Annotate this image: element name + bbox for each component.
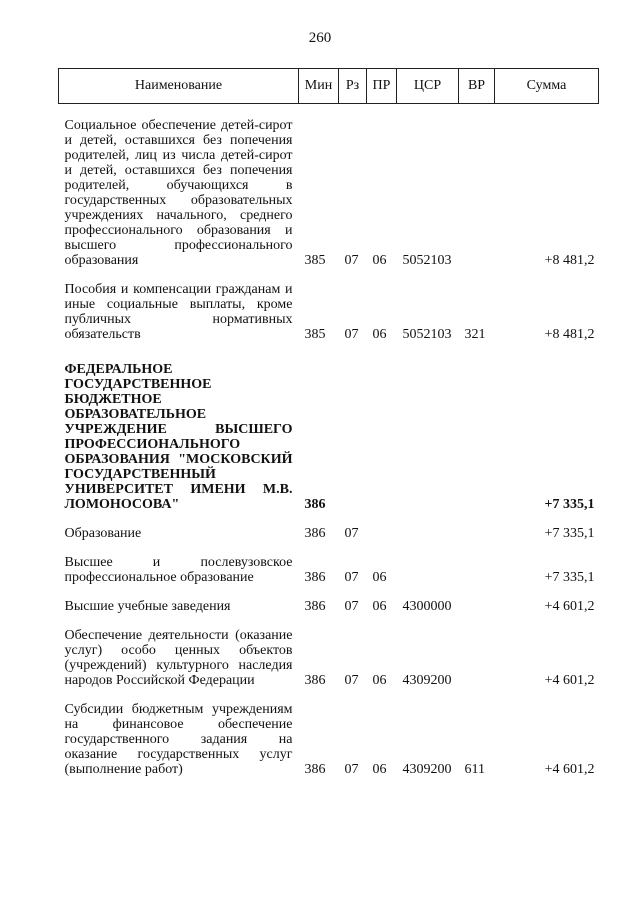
row-rz — [339, 362, 367, 512]
row-rz: 07 — [344, 570, 359, 585]
row-rz: 07 — [344, 253, 359, 268]
row-pr: 06 — [372, 327, 387, 342]
row-rz: 07 — [344, 673, 359, 688]
row-name: Образование — [64, 526, 142, 541]
table-row — [59, 702, 599, 777]
row-rz: 07 — [344, 599, 359, 614]
budget-table — [58, 68, 599, 777]
header-rz: Рз — [339, 69, 367, 104]
row-min: 385 — [304, 327, 326, 342]
row-sum: +4 601,2 — [544, 673, 595, 688]
row-sum: +4 601,2 — [544, 599, 595, 614]
row-vr: 611 — [464, 762, 485, 777]
header-min: Мин — [299, 69, 339, 104]
row-pr — [367, 362, 397, 512]
row-csr: 5052103 — [402, 327, 452, 342]
table-row — [59, 362, 599, 512]
row-vr — [459, 628, 495, 688]
table-row — [59, 118, 599, 268]
row-pr: 06 — [372, 673, 387, 688]
row-min: 386 — [304, 673, 326, 688]
table-row — [59, 599, 599, 614]
row-sum: +4 601,2 — [544, 762, 595, 777]
row-csr — [397, 526, 459, 541]
table-row — [59, 555, 599, 585]
row-sum: +8 481,2 — [544, 327, 595, 342]
row-pr: 06 — [372, 599, 387, 614]
row-csr — [397, 555, 459, 585]
row-min: 386 — [304, 570, 326, 585]
table-row — [59, 526, 599, 541]
row-pr: 06 — [372, 762, 387, 777]
row-pr — [367, 526, 397, 541]
row-min: 386 — [304, 762, 326, 777]
row-name: Высшие учебные заведения — [64, 599, 231, 614]
table-row — [59, 628, 599, 688]
row-sum: +8 481,2 — [544, 253, 595, 268]
row-rz: 07 — [344, 327, 359, 342]
table-header-row — [59, 69, 599, 104]
row-name: Субсидии бюджетным учреждениям на финансовое обеспечение государственного задания на оказание государственных услуг (выполнение работ) — [64, 702, 293, 777]
row-sum: +7 335,1 — [544, 497, 595, 512]
row-csr: 4309200 — [402, 762, 452, 777]
header-name: Наименование — [59, 69, 299, 104]
row-sum: +7 335,1 — [544, 570, 595, 585]
row-pr: 06 — [372, 253, 387, 268]
row-name: ФЕДЕРАЛЬНОЕ ГОСУДАРСТВЕННОЕ БЮДЖЕТНОЕ ОБРАЗОВАТЕЛЬНОЕ УЧРЕЖДЕНИЕ ВЫСШЕГО ПРОФЕССИОНАЛЬНОГО ОБРАЗОВАНИЯ "МОСКОВСКИЙ ГОСУДАРСТВЕННЫЙ УНИВЕРСИТЕТ ИМЕНИ М.В. ЛОМОНОСОВА" — [64, 362, 293, 512]
row-vr — [459, 118, 495, 268]
row-min: 386 — [304, 526, 326, 541]
row-name: Социальное обеспечение детей-сирот и детей, оставшихся без попечения родителей, лиц из числа детей-сирот и детей, оставшихся без попечения родителей, обучающихся в государственных образовательных учреждениях начального, среднего профессионального образования и высшего профессионального образования — [64, 118, 293, 268]
row-name: Обеспечение деятельности (оказание услуг) особо ценных объектов (учреждений) культурного наследия народов Российской Федерации — [64, 628, 293, 688]
row-vr — [459, 362, 495, 512]
row-min: 386 — [304, 599, 326, 614]
row-vr: 321 — [464, 327, 486, 342]
row-rz: 07 — [344, 526, 359, 541]
row-vr — [459, 555, 495, 585]
row-name: Пособия и компенсации гражданам и иные социальные выплаты, кроме публичных нормативных обязательств — [64, 282, 293, 342]
row-min: 386 — [304, 497, 326, 512]
row-csr: 4300000 — [402, 599, 452, 614]
table-row — [59, 282, 599, 342]
row-name: Высшее и послевузовское профессиональное образование — [64, 555, 293, 585]
row-rz: 07 — [344, 762, 359, 777]
page-number: 260 — [308, 30, 332, 46]
row-pr: 06 — [372, 570, 387, 585]
header-sum: Сумма — [495, 69, 599, 104]
row-min: 385 — [304, 253, 326, 268]
row-csr: 5052103 — [402, 253, 452, 268]
row-csr: 4309200 — [402, 673, 452, 688]
row-sum: +7 335,1 — [544, 526, 595, 541]
row-vr — [459, 599, 495, 614]
header-vr: ВР — [459, 69, 495, 104]
row-csr — [397, 362, 459, 512]
row-vr — [459, 526, 495, 541]
header-csr: ЦСР — [397, 69, 459, 104]
header-pr: ПР — [367, 69, 397, 104]
